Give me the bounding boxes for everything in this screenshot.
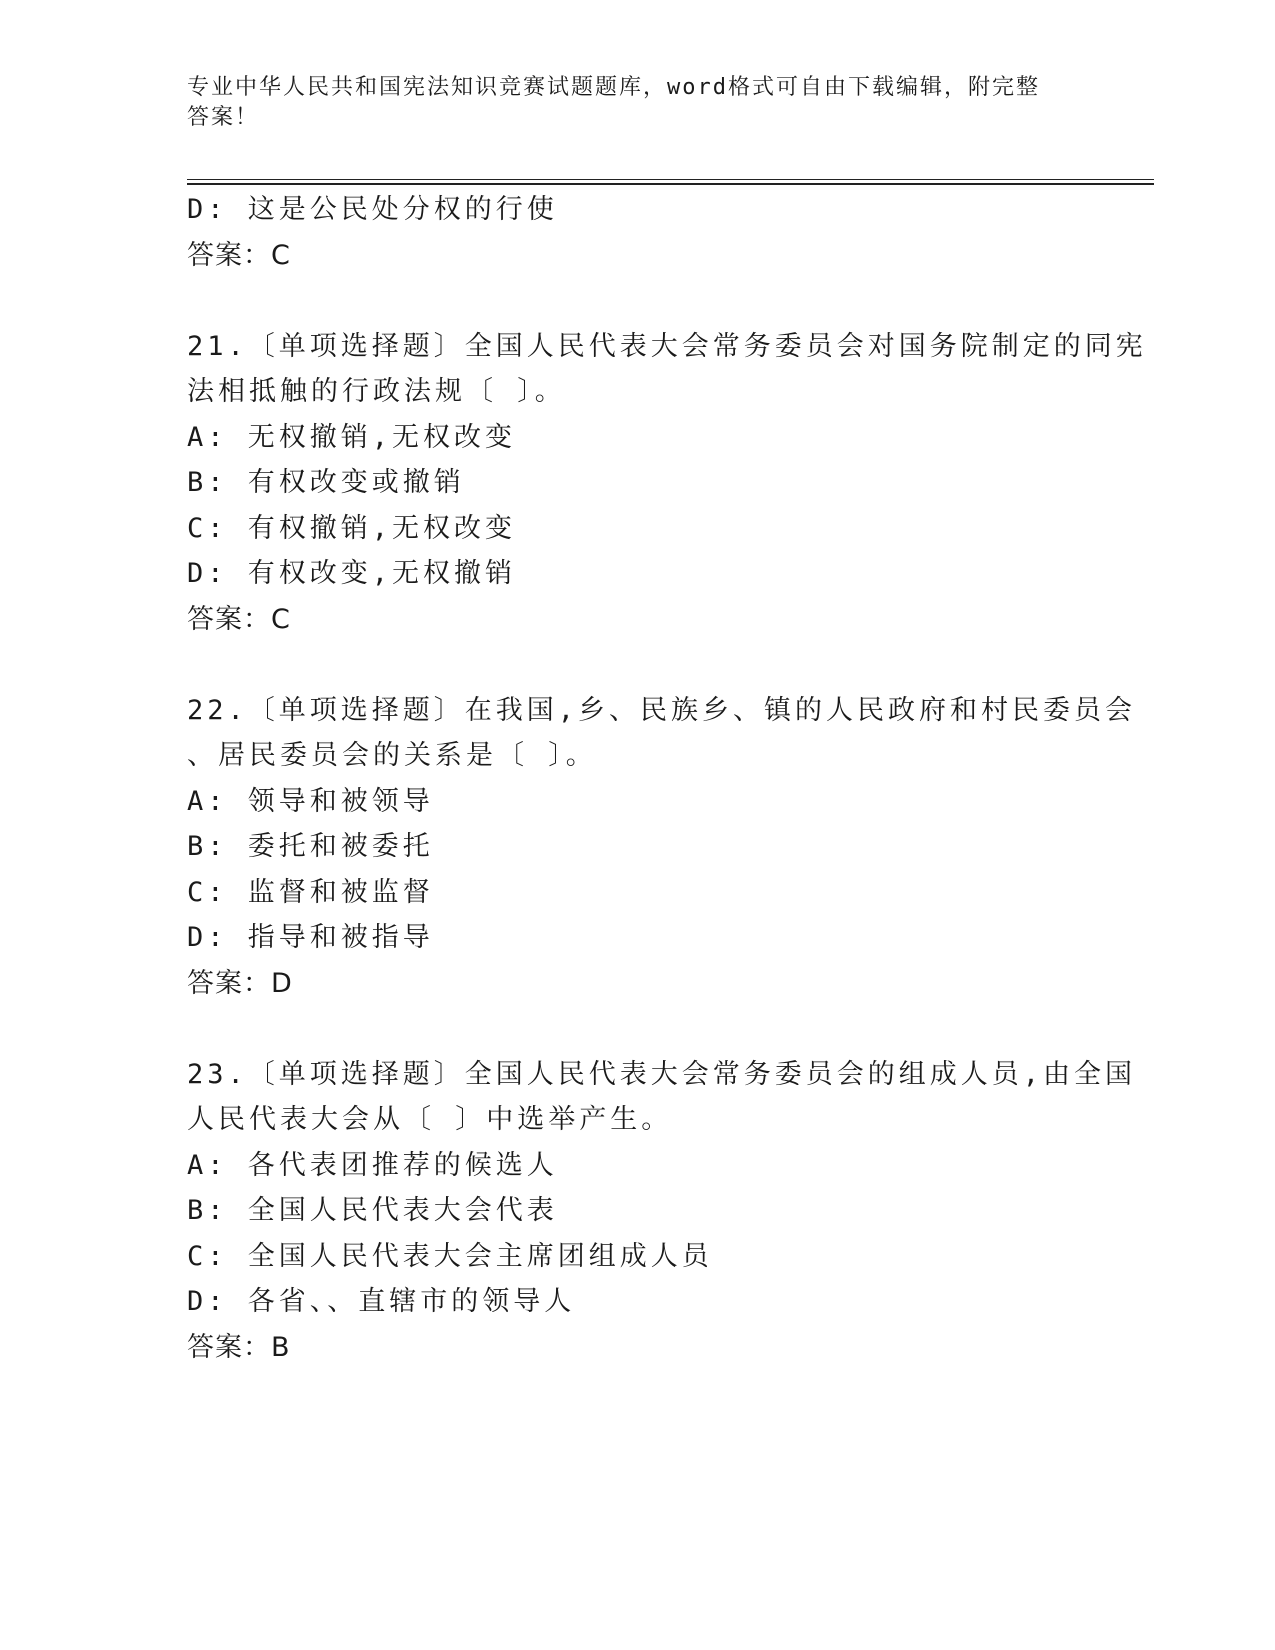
header-rule-thin <box>187 179 1154 180</box>
question-22 <box>187 688 1137 1007</box>
option-c: C: 有权撤销,无权改变 <box>187 512 517 544</box>
question-stem-line-1: 23.〔单项选择题〕全国人民代表大会常务委员会的组成人员,由全国 <box>187 1058 1137 1090</box>
option-a: A: 各代表团推荐的候选人 <box>187 1149 558 1181</box>
header-line-2: 答案！ <box>187 105 260 130</box>
answer-carryover: 答案：C <box>187 239 291 271</box>
question-stem-line-2: 人民代表大会从〔 〕中选举产生。 <box>187 1104 673 1135</box>
option-d-carryover: D: 这是公民处分权的行使 <box>187 194 558 225</box>
option-d: D: 各省、、直辖市的领导人 <box>187 1286 576 1317</box>
option-c: C: 全国人民代表大会主席团组成人员 <box>187 1240 713 1272</box>
option-d: D: 有权改变,无权撤销 <box>187 558 517 589</box>
answer: 答案：B <box>187 1331 291 1363</box>
answer: 答案：D <box>187 967 293 999</box>
option-a: A: 无权撤销,无权改变 <box>187 421 517 453</box>
question-stem-line-1: 22.〔单项选择题〕在我国,乡、民族乡、镇的人民政府和村民委员会 <box>187 694 1137 726</box>
question-stem-line-2: 法相抵触的行政法规〔 〕。 <box>187 376 566 407</box>
question-content <box>187 187 1147 1370</box>
option-b: B: 有权改变或撤销 <box>187 467 465 498</box>
option-a: A: 领导和被领导 <box>187 785 434 817</box>
option-b: B: 全国人民代表大会代表 <box>187 1195 558 1226</box>
option-c: C: 监督和被监督 <box>187 876 434 908</box>
option-d: D: 指导和被指导 <box>187 922 434 953</box>
header-line-1: 专业中华人民共和国宪法知识竞赛试题题库，word格式可自由下载编辑，附完整 <box>187 75 1040 100</box>
question-21 <box>187 324 1147 643</box>
option-b: B: 委托和被委托 <box>187 831 434 862</box>
question-stem-line-1: 21.〔单项选择题〕全国人民代表大会常务委员会对国务院制定的同宪 <box>187 330 1147 362</box>
question-stem-line-2: 、居民委员会的关系是〔 〕。 <box>187 740 597 771</box>
question-23 <box>187 1052 1137 1371</box>
answer: 答案：C <box>187 603 291 635</box>
header-rule-thick <box>187 183 1154 185</box>
document-header <box>187 73 1067 133</box>
